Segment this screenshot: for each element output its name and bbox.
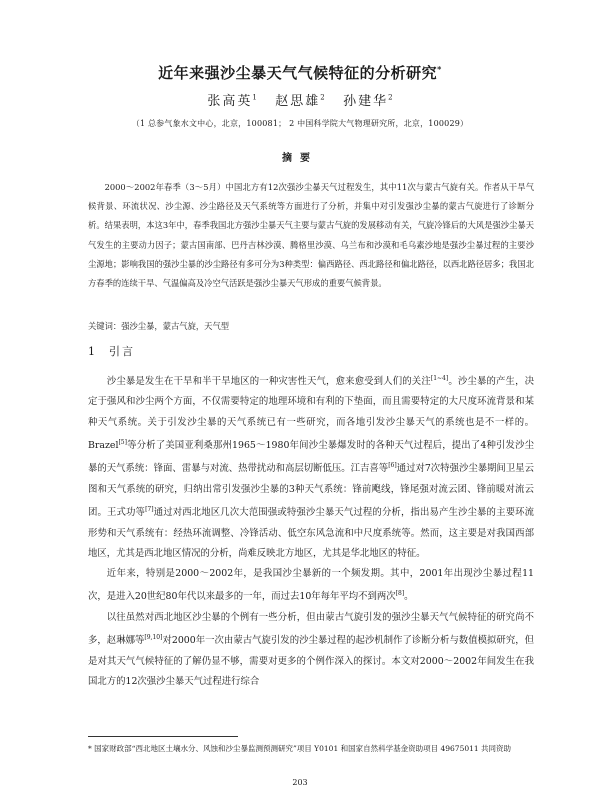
title-text: 近年来强沙尘暴天气气候特征的分析研究 (158, 64, 438, 82)
page-number: 203 (292, 778, 308, 787)
body-text (88, 369, 534, 692)
paragraph-text: 通过对西北地区几次大范围强或特强沙尘暴天气过程的分析，指出易产生沙尘暴的主要环流形势和天气系统有：经热环流调整、冷锋活动、低空东风急流和中尺度系统等。然而，这主要是对我国西部地区，尤其是西北地区情况的分析，尚难反映北方地区，尤其是华北地区的特征。 (88, 507, 534, 559)
paragraph-text: 。 (404, 591, 414, 603)
author-list (0, 90, 600, 109)
body-paragraph (88, 608, 534, 692)
body-paragraph (88, 369, 534, 564)
author-2: 赵思雄$^2$ (275, 93, 325, 109)
author-3: 孙建华$^2$ (343, 93, 393, 109)
citation-ref: [7] (145, 506, 154, 514)
footnote: * 国家财政部“西北地区土壤水分、风蚀和沙尘暴监测预测研究”项目 Y0101 和国家自然科学基金资助项目 49675011 共同资助 (88, 744, 512, 753)
citation-ref: [5] (118, 439, 127, 447)
keywords-label: 关键词： (88, 321, 122, 331)
body-paragraph (88, 564, 534, 608)
title-footnote-mark: * (437, 64, 442, 74)
citation-ref: [8] (395, 590, 405, 598)
author-1: 张高英$^1$ (207, 93, 257, 109)
paper-title (0, 62, 600, 83)
affiliations: （1 总参气象水文中心，北京，100081； 2 中国科学院大气物理研究所，北京，100029） (131, 119, 469, 128)
keywords-list: 强沙尘暴，蒙古气旋，天气型 (121, 321, 230, 331)
paragraph-text: 。沙尘暴的产生，决定于强风和沙尘两个方面，不仅需要特定的地理环境和有利的下垫面，而且需要特定的大尺度环流背景和某种天气系统。关于引发沙尘暴的天气系统已有一些研究，而各地引发沙尘暴天气的系统也是不一样的。Brazel (88, 376, 534, 452)
citation-ref: [6] (388, 462, 397, 470)
keywords (88, 320, 534, 332)
paragraph-text: 对2000年一次由蒙古气旋引发的沙尘暴过程的起沙机制作了诊断分析与数值模拟研究，但是对其天气气候特征的了解仍显不够，需要对更多的个例作深入的探讨。本文对2000～2002年间发生在我国北方的12次强沙尘暴天气过程进行综合 (88, 635, 534, 687)
section-number: 1 (88, 345, 97, 358)
citation-ref: [1~4] (430, 375, 449, 382)
abstract-heading: 摘要 (282, 153, 318, 164)
section-title: 引言 (109, 345, 135, 358)
abstract-body: 2000～2002年春季（3～5月）中国北方有12次强沙尘暴天气过程发生，其中11次与蒙古气旋有关。作者从干旱气候背景、环流状况、沙尘源、沙尘路径及天气系统等方面进行了分析，并集中对引发强沙尘暴的蒙古气旋进行了诊断分析。结果表明，本这3年中，春季我国北方强沙尘暴天气主要与蒙古气旋的发展移动有关，气旋冷锋后的大风是强沙尘暴天气发生的主要动力因子；蒙古国南部、巴丹吉林沙漠、腾格里沙漠、乌兰布和沙漠和毛乌素沙地是强沙尘暴过程的主要沙尘源地；影响我国的强沙尘暴的沙尘路径有多可分为3种类型：偏西路径、西北路径和偏北路径，以西北路径居多；我国北方春季的连续干旱、气温偏高及冷空气活跃是强沙尘暴天气形成的重要气候背景。 (88, 182, 534, 289)
section-heading (88, 343, 135, 359)
paragraph-text: 以往虽然对西北地区沙尘暴的个例有一些分析，但由蒙古气旋引发的强沙尘暴天气气候特征的研究尚不多，赵琳娜等 (88, 611, 534, 647)
footnote-rule (88, 736, 238, 737)
paragraph-text: 通过对7次特强沙尘暴期间卫星云图和天气系统的研究，归纳出常引发强沙尘暴的3种天气系统：锋前飑线，锋尾强对流云团、锋前暖对流云团。王式功等 (88, 463, 534, 519)
paragraph-text: 沙尘暴是发生在干旱和半干旱地区的一种灾害性天气，愈来愈受到人们的关注 (106, 376, 431, 388)
paragraph-text: 近年来，特别是2000～2002年，是我国沙尘暴新的一个频发期。其中，2001年出现沙尘暴过程11次，是进入20世纪80年代以来最多的一年，而过去10年每年平均不到两次 (88, 568, 534, 603)
paragraph-text: 等分析了美国亚利桑那州1965～1980年间沙尘暴爆发时的各种天气过程后，提出了4种引发沙尘暴的天气系统：锋面、雷暴与对流、热带扰动和高层切断低压。江吉喜等 (88, 440, 534, 475)
citation-ref: [9,10] (144, 634, 163, 642)
